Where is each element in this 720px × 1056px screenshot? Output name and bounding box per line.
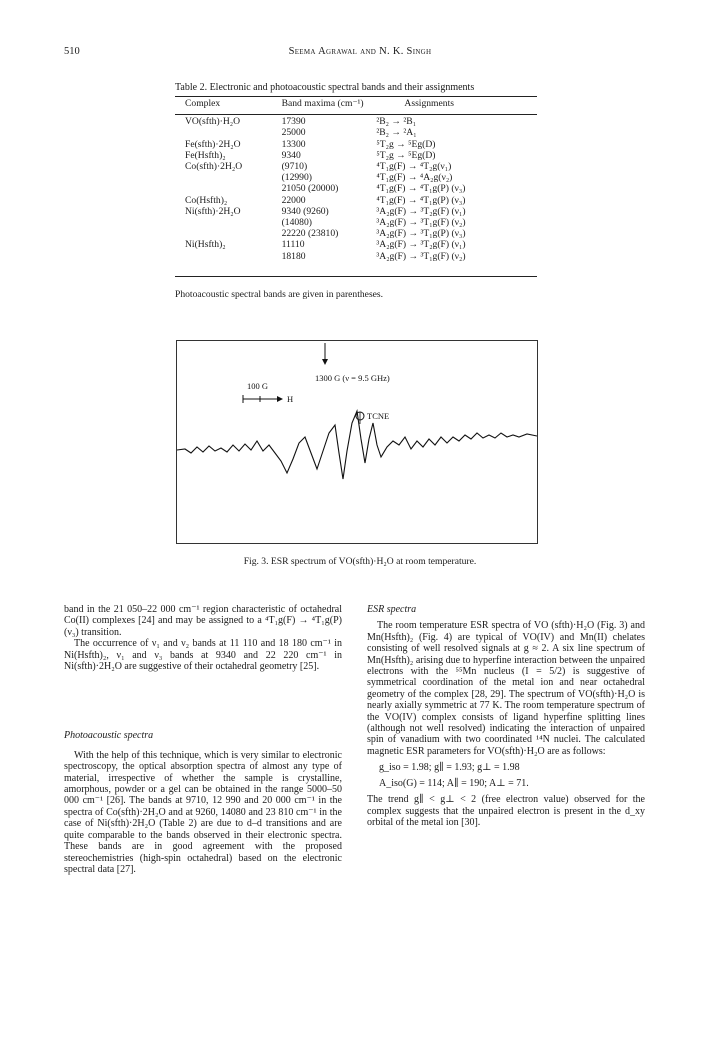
cell-band: (12990) (281, 172, 312, 184)
table-row (175, 195, 537, 206)
section-heading-photoacoustic: Photoacoustic spectra (64, 730, 154, 742)
cell-band: 9340 (281, 149, 301, 161)
col-header-assignments: Assignments (404, 98, 454, 109)
col-header-band-maxima: Band maxima (cm⁻¹) (281, 98, 364, 109)
cell-complex (175, 127, 282, 138)
esr-spectrum-trace (177, 411, 537, 479)
paragraph: The occurrence of ν₁ and ν₂ bands at 11 110 and 18 180 cm⁻¹ in Ni(Hsfth)₂, ν₁ and ν₃ bands at 9340 and 22 220 cm⁻¹ in Ni(sfth)·2H₂O are suggestive of their octahedral geometry [25]. (64, 638, 342, 673)
paragraph: The room temperature ESR spectra of VO (sfth)·H₂O (Fig. 3) and Mn(Hsfth)₂ (Fig. 4) are typical of VO(IV) and Mn(II) chelates consisting of well resolved signals at g ≈ 2. A six line spectrum of Mn(Hsfth)₂ arising due to hyperfine interaction between the unpaired electrons with the ⁵⁵Mn nucleus (I = 5/2) is suggestive of symmetrical coordination of the metal ion and near octahedral geometry of the complex [28, 29]. The spectrum of VO(sfth)·H₂O is nearly axially symmetric at 77 K. The room temperature spectrum of the VO(IV) complex consists of ligand hyperfine splitting lines (although not well resolved) indicating the interaction of unpaired spin of vanadium with two coordinated ¹⁴N nuclei. The calculated magnetic ESR parameters for VO(sfth)·H₂O are as follows: (367, 620, 645, 757)
table-row (175, 228, 537, 239)
table-row (175, 150, 537, 161)
table-header-row (175, 97, 537, 112)
tcne-label: TCNE (367, 411, 390, 421)
cell-assignment: ³A₂g(F) → ³T₁g(F) (ν₂) (376, 250, 466, 262)
cell-assignment: ³A₂g(F) → ³T₂g(F) (ν₁) (376, 205, 466, 217)
cell-band: 17390 (281, 116, 306, 128)
equation-g-values: g_iso = 1.98; g∥ = 1.93; g⊥ = 1.98 (379, 762, 520, 774)
table-2 (175, 97, 537, 262)
figure-caption: Fig. 3. ESR spectrum of VO(sfth)·H₂O at room temperature. (243, 556, 477, 567)
paragraph: band in the 21 050–22 000 cm⁻¹ region characteristic of octahedral Co(II) complexes [24] and may be assigned to a ⁴T₁g(F) → ⁴T₁g(P)(ν₃) transition. (64, 604, 342, 638)
col-header-complex: Complex (185, 98, 221, 109)
cell-complex (175, 217, 282, 228)
cell-assignment: ²B₂ → ²A₁ (376, 127, 417, 139)
field-marker-arrowhead (322, 359, 328, 365)
table-row (175, 239, 537, 250)
cell-assignment: ⁴T₁g(F) → ⁴T₁g(P) (ν₃) (376, 183, 466, 195)
cell-band: 22220 (23810) (281, 228, 339, 240)
table-bottom-rule (175, 276, 537, 277)
paragraph: With the help of this technique, which is very similar to electronic spectroscopy, the optical absorption spectra of almost any type of material, irrespective of whether the sample is crystalline, amorphous, powder or a gel can be obtained in the range 5000–50 000 cm⁻¹ [26]. The bands at 9710, 12 990 and 20 000 cm⁻¹ in the spectra of Co(sfth)·2H₂O and at 9260, 14080 and 23 810 cm⁻¹ in the case of Ni(sfth)·2H₂O (Table 2) are due to d–d transitions and are quite comparable to the bands observed in their electronic spectra. These bands are in good agreement with the proposed stereochemistries (high-spin octahedral) based on the electronic spectral data [27]. (64, 749, 342, 875)
table-row (175, 116, 537, 127)
table-row (175, 217, 537, 228)
cell-complex (175, 251, 282, 262)
cell-complex: Fe(Hsfth)₂ (185, 149, 226, 161)
cell-band: 21050 (20000) (281, 183, 339, 195)
paragraph: The trend g∥ < g⊥ < 2 (free electron value) observed for the complex suggests that the unpaired electron is present in the d_xy orbital of the metal ion [30]. (367, 794, 645, 828)
cell-complex (175, 172, 282, 183)
cell-complex (175, 183, 282, 194)
cell-band: 11110 (281, 239, 305, 251)
cell-band: 9340 (9260) (281, 205, 329, 217)
equation-a-values: A_iso(G) = 114; A∥ = 190; A⊥ = 71. (379, 777, 529, 789)
cell-assignment: ²B₂ → ²B₁ (376, 116, 417, 128)
cell-band: 18180 (281, 250, 306, 262)
cell-assignment: ³A₂g(F) → ³T₁g(F) (ν₂) (376, 217, 466, 229)
table-row (175, 206, 537, 217)
cell-complex: Fe(sfth)·2H₂O (185, 138, 241, 150)
cell-assignment: ⁵T₂g → ⁵Eg(D) (376, 149, 436, 161)
cell-assignment: ⁵T₂g → ⁵Eg(D) (376, 138, 436, 150)
cell-assignment: ³A₂g(F) → ³T₁g(P) (ν₃) (376, 228, 466, 240)
cell-complex: Ni(Hsfth)₂ (185, 239, 226, 251)
section-heading-esr: ESR spectra (367, 604, 417, 615)
cell-complex (175, 228, 282, 239)
table-row (175, 161, 537, 172)
cell-complex: Co(sfth)·2H₂O (185, 161, 243, 173)
cell-assignment: ³A₂g(F) → ³T₂g(F) (ν₁) (376, 239, 466, 251)
h-label: H (287, 394, 294, 404)
esr-spectrum-plot (177, 341, 537, 543)
scale-label: 100 G (247, 381, 269, 391)
cell-complex: VO(sfth)·H₂O (185, 116, 241, 128)
cell-assignment: ⁴T₁g(F) → ⁴T₂g(ν₁) (376, 161, 452, 173)
cell-assignment: ⁴T₁g(F) → ⁴A₂g(ν₂) (376, 172, 453, 184)
table-row (175, 127, 537, 138)
cell-band: 22000 (281, 194, 306, 206)
right-column (367, 604, 645, 828)
running-head: Seema Agrawal and N. K. Singh (288, 46, 432, 57)
cell-band: (9710) (281, 161, 308, 173)
table-row (175, 172, 537, 183)
cell-complex: Co(Hsfth)₂ (185, 194, 228, 206)
table-caption: Table 2. Electronic and photoacoustic spectral bands and their assignments (175, 82, 475, 93)
table-row (175, 251, 537, 262)
figure-3-frame (176, 340, 538, 544)
field-label: 1300 G (ν = 9.5 GHz) (315, 373, 390, 383)
cell-band: (14080) (281, 217, 312, 229)
cell-band: 13300 (281, 138, 306, 150)
table-footnote: Photoacoustic spectral bands are given in parentheses. (175, 289, 384, 300)
table-row (175, 139, 537, 150)
cell-band: 25000 (281, 127, 306, 139)
left-column (64, 604, 342, 875)
table-row (175, 183, 537, 194)
cell-assignment: ⁴T₁g(F) → ⁴T₁g(P) (ν₃) (376, 194, 466, 206)
page-number: 510 (64, 46, 80, 57)
h-arrowhead (277, 396, 283, 402)
cell-complex: Ni(sfth)·2H₂O (185, 205, 241, 217)
